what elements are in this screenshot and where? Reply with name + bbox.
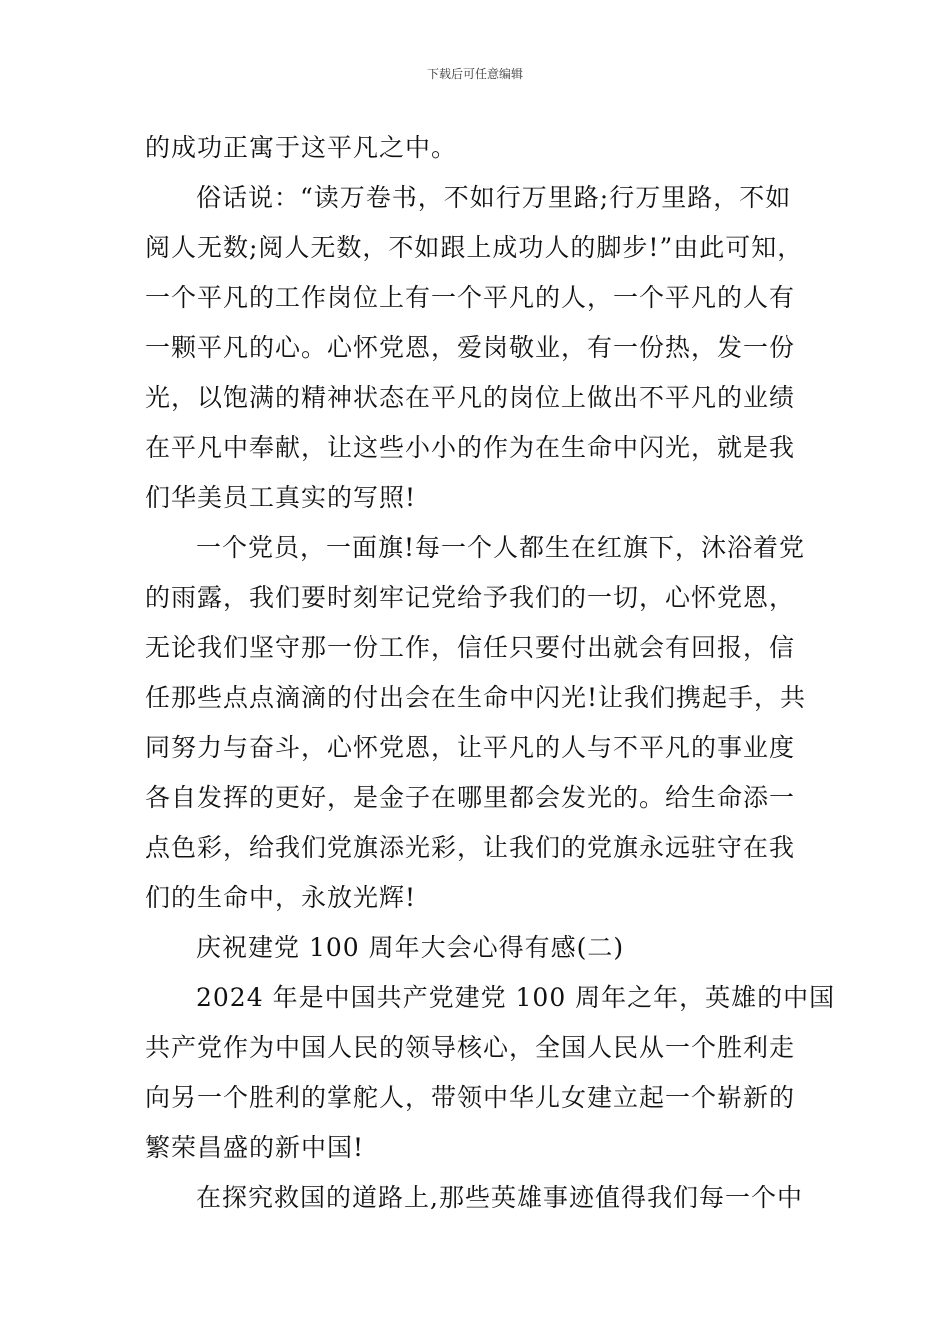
page-header: 下载后可任意编辑 xyxy=(426,67,523,81)
text-line: 们的生命中，永放光辉! xyxy=(145,883,417,912)
text-line: 同努力与奋斗，心怀党恩，让平凡的人与不平凡的事业度 xyxy=(145,733,796,762)
text-line: 一个平凡的工作岗位上有一个平凡的人，一个平凡的人有 xyxy=(145,283,796,312)
paragraph-first-line: 一个党员，一面旗!每一个人都生在红旗下，沐浴着党 xyxy=(196,533,806,562)
text-line: 阅人无数;阅人无数，不如跟上成功人的脚步!”由此可知， xyxy=(145,233,804,262)
text-line: 一颗平凡的心。心怀党恩，爱岗敬业，有一份热，发一份 xyxy=(145,333,796,362)
paragraph-first-line: 2024 年是中国共产党建党 100 周年之年，英雄的中国 xyxy=(196,983,836,1012)
section-heading: 庆祝建党 100 周年大会心得有感(二) xyxy=(196,933,625,962)
paragraph-first-line: 在探究救国的道路上,那些英雄事迹值得我们每一个中 xyxy=(196,1183,803,1212)
paragraph-first-line: 俗话说：“读万卷书，不如行万里路;行万里路，不如 xyxy=(196,183,792,212)
text-line: 们华美员工真实的写照! xyxy=(145,483,417,512)
text-line: 繁荣昌盛的新中国! xyxy=(145,1133,365,1162)
text-line: 光，以饱满的精神状态在平凡的岗位上做出不平凡的业绩 xyxy=(145,383,796,412)
text-line: 的雨露，我们要时刻牢记党给予我们的一切，心怀党恩， xyxy=(145,583,796,612)
text-line: 共产党作为中国人民的领导核心，全国人民从一个胜利走 xyxy=(145,1033,796,1062)
text-line: 任那些点点滴滴的付出会在生命中闪光!让我们携起手，共 xyxy=(145,683,807,712)
text-line: 点色彩，给我们党旗添光彩，让我们的党旗永远驻守在我 xyxy=(145,833,796,862)
text-line: 无论我们坚守那一份工作，信任只要付出就会有回报，信 xyxy=(145,633,796,662)
text-line: 的成功正寓于这平凡之中。 xyxy=(145,133,458,162)
text-line: 向另一个胜利的掌舵人，带领中华儿女建立起一个崭新的 xyxy=(145,1083,796,1112)
text-line: 在平凡中奉献，让这些小小的作为在生命中闪光，就是我 xyxy=(145,433,796,462)
text-line: 各自发挥的更好，是金子在哪里都会发光的。给生命添一 xyxy=(145,783,796,812)
